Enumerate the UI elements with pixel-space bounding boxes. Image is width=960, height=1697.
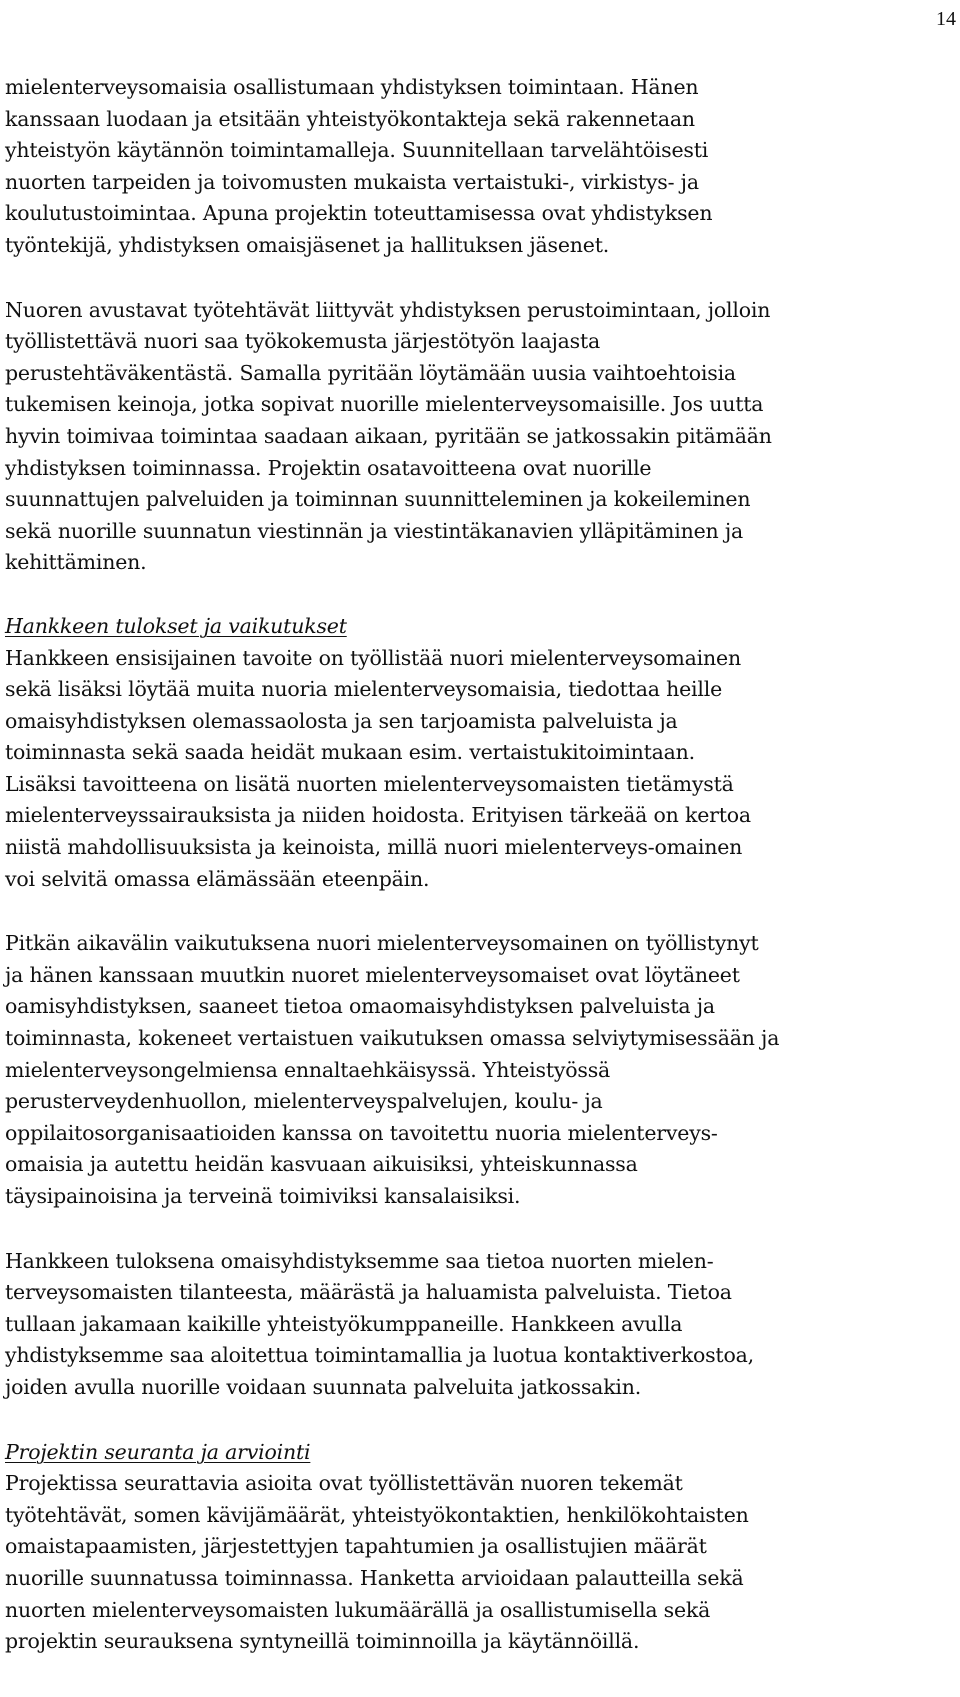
text-line: sekä lisäksi löytää muita nuoria mielenterveysomaisia, tiedottaa heille [5,677,723,702]
text-line: työllistettävä nuori saa työkokemusta järjestötyön laajasta [5,329,601,354]
text-line: Pitkän aikavälin vaikutuksena nuori mielenterveysomainen on työllistynyt [5,931,759,956]
text-line: kanssaan luodaan ja etsitään yhteistyökontakteja sekä rakennetaan [5,106,695,131]
section-heading: Projektin seuranta ja arviointi [5,1439,311,1464]
text-line: koulutustoimintaa. Apuna projektin toteuttamisessa ovat yhdistyksen [5,201,713,226]
section-monitoring-and-evaluation [5,1437,955,1658]
text-line: hyvin toimivaa toimintaa saadaan aikaan, pyritään se jatkossakin pitämään [5,423,772,448]
text-line: oamisyhdistyksen, saaneet tietoa omaomaisyhdistyksen palveluista ja [5,994,715,1019]
text-line: mielenterveysomaisia osallistumaan yhdistyksen toimintaan. Hänen [5,75,699,99]
paragraph-project-outcome [5,1246,955,1404]
text-line: mielenterveyssairauksista ja niiden hoidosta. Erityisen tärkeää on kertoa [5,803,751,828]
paragraph-project-activities [5,72,955,262]
page-number: 14 [936,8,956,30]
text-line: perusterveydenhuollon, mielenterveyspalvelujen, koulu- ja [5,1089,603,1114]
text-line: Lisäksi tavoitteena on lisätä nuorten mielenterveysomaisten tietämystä [5,771,734,796]
text-line: tukemisen keinoja, jotka sopivat nuorille mielenterveysomaisille. Jos uutta [5,392,764,417]
text-line: toiminnasta sekä saada heidät mukaan esim. vertaistukitoimintaan. [5,740,695,765]
section-results-and-impacts [5,611,955,895]
document-body [5,72,955,1658]
text-line: nuorten tarpeiden ja toivomusten mukaista vertaistuki-, virkistys- ja [5,169,699,194]
text-line: yhdistyksen toiminnassa. Projektin osatavoitteena ovat nuorille [5,455,652,480]
text-line: Projektissa seurattavia asioita ovat työllistettävän nuoren tekemät [5,1471,683,1496]
text-line: niistä mahdollisuuksista ja keinoista, millä nuori mielenterveys-omainen [5,835,743,860]
text-line: täysipainoisina ja terveinä toimiviksi kansalaisiksi. [5,1184,521,1208]
text-line: kehittäminen. [5,550,147,575]
text-line: nuorille suunnatussa toiminnassa. Hanketta arvioidaan palautteilla sekä [5,1565,744,1590]
text-line: suunnattujen palveluiden ja toiminnan suunnitteleminen ja kokeileminen [5,487,751,512]
text-line: työtehtävät, somen kävijämäärät, yhteistyökontaktien, henkilökohtaisten [5,1502,749,1527]
text-line: toiminnasta, kokeneet vertaistuen vaikutuksen omassa selviytymisessään ja [5,1026,780,1051]
text-line: Hankkeen tuloksena omaisyhdistyksemme saa tietoa nuorten mielen- [5,1248,714,1273]
text-line: yhteistyön käytännön toimintamalleja. Suunnitellaan tarvelähtöisesti [5,138,709,163]
text-line: tullaan jakamaan kaikille yhteistyökumppaneille. Hankkeen avulla [5,1311,683,1336]
text-line: nuorten mielenterveysomaisten lukumäärällä ja osallistumisella sekä [5,1597,711,1622]
text-line: omaistapaamisten, järjestettyjen tapahtumien ja osallistujien määrät [5,1534,707,1559]
text-line: omaisyhdistyksen olemassaolosta ja sen tarjoamista palveluista ja [5,708,678,733]
text-line: perustehtäväkentästä. Samalla pyritään löytämään uusia vaihtoehtoisia [5,360,736,385]
text-line: yhdistyksemme saa aloitettua toimintamallia ja luotua kontaktiverkostoa, [5,1343,754,1368]
text-line: projektin seurauksena syntyneillä toiminnoilla ja käytännöillä. [5,1629,640,1654]
text-line: terveysomaisten tilanteesta, määrästä ja haluamista palveluista. Tietoa [5,1280,732,1305]
text-line: Nuoren avustavat työtehtävät liittyvät yhdistyksen perustoimintaan, jolloin [5,297,771,322]
text-line: oppilaitosorganisaatioiden kanssa on tavoitettu nuoria mielenterveys- [5,1120,718,1145]
section-heading: Hankkeen tulokset ja vaikutukset [5,613,347,638]
text-line: voi selvitä omassa elämässään eteenpäin. [5,866,430,891]
text-line: Hankkeen ensisijainen tavoite on työllistää nuori mielenterveysomainen [5,645,741,670]
paragraph-work-tasks [5,295,955,579]
text-line: mielenterveysongelmiensa ennaltaehkäisyssä. Yhteistyössä [5,1057,611,1082]
text-line: ja hänen kanssaan muutkin nuoret mielenterveysomaiset ovat löytäneet [5,962,740,987]
text-line: joiden avulla nuorille voidaan suunnata palveluita jatkossakin. [5,1374,642,1399]
text-line: työntekijä, yhdistyksen omaisjäsenet ja hallituksen jäsenet. [5,232,610,257]
paragraph-long-term-impact [5,928,955,1212]
text-line: omaisia ja autettu heidän kasvuaan aikuisiksi, yhteiskunnassa [5,1152,638,1177]
text-line: sekä nuorille suunnatun viestinnän ja viestintäkanavien ylläpitäminen ja [5,518,744,543]
